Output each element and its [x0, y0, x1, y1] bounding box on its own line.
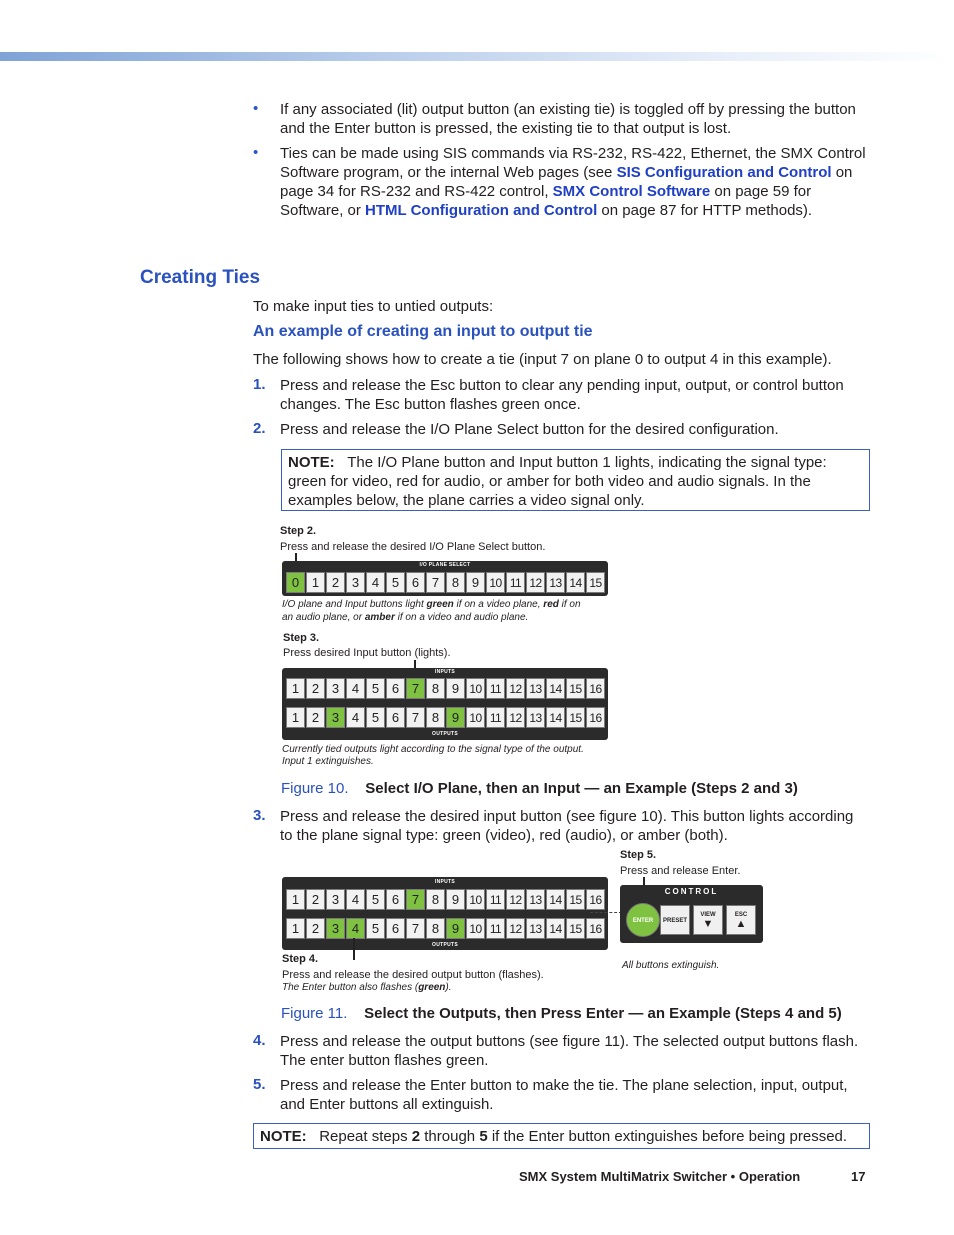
output-button-4[interactable]: 4 [346, 707, 365, 728]
outputs-title: OUTPUTS [432, 731, 458, 737]
step-5-text: Press and release the Enter button to make the tie. The plane selection, input, output, and Enter buttons all extinguish. [280, 1077, 848, 1113]
example-intro: The following shows how to create a tie (input 7 on plane 0 to output 4 in this example). [253, 351, 832, 368]
input-button-16[interactable]: 16 [586, 889, 605, 910]
outputs-title: OUTPUTS [432, 942, 458, 948]
output-button-16[interactable]: 16 [586, 918, 605, 939]
figure-10-caption: Figure 10. Select I/O Plane, then an Input — an Example (Steps 2 and 3) [281, 780, 798, 797]
input-button-15[interactable]: 15 [566, 889, 585, 910]
section-title: Creating Ties [140, 267, 261, 288]
figure-11-caption: Figure 11. Select the Outputs, then Press Enter — an Example (Steps 4 and 5) [281, 1005, 842, 1022]
note-label: NOTE: [260, 1128, 307, 1145]
output-button-6[interactable]: 6 [386, 918, 405, 939]
plane-button-4[interactable]: 4 [366, 572, 385, 593]
input-button-5[interactable]: 5 [366, 889, 385, 910]
fig10-step3-text: Press desired Input button (lights). [283, 647, 451, 659]
output-button-8[interactable]: 8 [426, 918, 445, 939]
output-button-11[interactable]: 11 [486, 918, 505, 939]
input-button-10[interactable]: 10 [466, 678, 485, 699]
output-button-15[interactable]: 15 [566, 707, 585, 728]
input-button-5[interactable]: 5 [366, 678, 385, 699]
step-1-text: Press and release the Esc button to clear any pending input, output, or control button changes. The Esc button flashes green once. [280, 377, 844, 413]
plane-button-10[interactable]: 10 [486, 572, 505, 593]
step-number: 4. [253, 1032, 266, 1049]
view-label: VIEW [700, 912, 716, 918]
esc-button[interactable] [726, 905, 756, 935]
output-button-5[interactable]: 5 [366, 707, 385, 728]
input-button-7[interactable]: 7 [406, 678, 425, 699]
output-button-13[interactable]: 13 [526, 707, 545, 728]
input-button-8[interactable]: 8 [426, 678, 445, 699]
output-button-12[interactable]: 12 [506, 707, 525, 728]
input-button-12[interactable]: 12 [506, 889, 525, 910]
step-3-text: Press and release the desired input button (see figure 10). This button lights according to the plane signal type: green (video), red (audio), or amber (both). [280, 808, 854, 844]
output-button-14[interactable]: 14 [546, 918, 565, 939]
plane-button-row [286, 572, 605, 593]
input-button-16[interactable]: 16 [586, 678, 605, 699]
input-button-7[interactable]: 7 [406, 889, 425, 910]
plane-button-3[interactable]: 3 [346, 572, 365, 593]
output-button-1[interactable]: 1 [286, 707, 305, 728]
output-button-14[interactable]: 14 [546, 707, 565, 728]
bullet-text: If any associated (lit) output button (an existing tie) is toggled off by pressing the button and the Enter button is pressed, the existing tie to that output is lost. [280, 101, 856, 137]
inputs-title: INPUTS [434, 669, 456, 675]
dashed-connector [590, 912, 622, 913]
up-arrow-icon: ▲ [735, 918, 747, 930]
note-label: NOTE: [288, 454, 335, 471]
fig10-plane-note: I/O plane and Input buttons light green if on a video plane, red if on an audio plane, or amber if on a video and audio plane. [282, 599, 581, 623]
input-button-row [286, 678, 605, 699]
fig10-outputs-note: Currently tied outputs light according to the signal type of the output. Input 1 extinguishes. [282, 744, 584, 767]
subsection-title: An example of creating an input to output tie [253, 323, 593, 340]
output-button-10[interactable]: 10 [466, 918, 485, 939]
inputs-title: INPUTS [434, 879, 456, 885]
output-button-9[interactable]: 9 [446, 918, 465, 939]
output-button-2[interactable]: 2 [306, 918, 325, 939]
output-button-3[interactable]: 3 [326, 918, 345, 939]
plane-button-5[interactable]: 5 [386, 572, 405, 593]
step-number: 3. [253, 807, 266, 824]
fig11-io-panel [282, 877, 608, 950]
fig10-step2-text: Press and release the desired I/O Plane Select button. [280, 541, 546, 553]
input-button-1[interactable]: 1 [286, 889, 305, 910]
output-button-row [286, 918, 605, 939]
plane-button-8[interactable]: 8 [446, 572, 465, 593]
input-button-9[interactable]: 9 [446, 678, 465, 699]
note-1-content [288, 453, 860, 510]
control-panel [620, 885, 763, 943]
step-number: 5. [253, 1076, 266, 1093]
output-button-9[interactable]: 9 [446, 707, 465, 728]
output-button-1[interactable]: 1 [286, 918, 305, 939]
plane-button-11[interactable]: 11 [506, 572, 525, 593]
step-number: 2. [253, 420, 266, 437]
input-button-12[interactable]: 12 [506, 678, 525, 699]
fig11-step5-title: Step 5. [620, 849, 657, 861]
pointer-line [353, 938, 355, 960]
plane-button-13[interactable]: 13 [546, 572, 565, 593]
input-button-8[interactable]: 8 [426, 889, 445, 910]
input-button-1[interactable]: 1 [286, 678, 305, 699]
enter-button[interactable]: ENTER [626, 903, 660, 937]
fig11-enter-note: The Enter button also flashes (green). [282, 982, 452, 993]
bullet-marker: • [253, 144, 259, 161]
control-title: CONTROL [664, 887, 719, 896]
footer-title: SMX System MultiMatrix Switcher • Operation [519, 1169, 801, 1184]
plane-button-12[interactable]: 12 [526, 572, 545, 593]
io-plane-select-panel [282, 561, 608, 596]
input-button-2[interactable]: 2 [306, 678, 325, 699]
output-button-12[interactable]: 12 [506, 918, 525, 939]
view-button[interactable] [693, 905, 723, 935]
note-box-2 [253, 1123, 870, 1149]
output-button-2[interactable]: 2 [306, 707, 325, 728]
output-button-10[interactable]: 10 [466, 707, 485, 728]
bullet-item-2: Ties can be made using SIS commands via RS-232, RS-422, Ethernet, the SMX Control Software program, or the internal Web pages (see SIS Configuration and Control on page 34 for RS-232 and RS-422 control, SMX Control Software on page 59 for Software, or HTML Configuration and Control on page 87 for HTTP methods). [280, 145, 866, 219]
input-button-row [286, 889, 605, 910]
preset-button[interactable]: PRESET [660, 905, 690, 935]
output-button-4[interactable]: 4 [346, 918, 365, 939]
fig11-step4-text: Press and release the desired output button (flashes). [282, 969, 544, 981]
input-button-11[interactable]: 11 [486, 678, 505, 699]
plane-button-7[interactable]: 7 [426, 572, 445, 593]
output-button-row [286, 707, 605, 728]
plane-button-9[interactable]: 9 [466, 572, 485, 593]
plane-button-2[interactable]: 2 [326, 572, 345, 593]
plane-button-14[interactable]: 14 [566, 572, 585, 593]
output-button-3[interactable]: 3 [326, 707, 345, 728]
fig10-step3-title: Step 3. [283, 632, 320, 644]
input-button-13[interactable]: 13 [526, 889, 545, 910]
output-button-5[interactable]: 5 [366, 918, 385, 939]
input-button-3[interactable]: 3 [326, 678, 345, 699]
note-2-content: NOTE: Repeat steps 2 through 5 if the Enter button extinguishes before being pressed. [260, 1128, 848, 1145]
output-button-8[interactable]: 8 [426, 707, 445, 728]
output-button-6[interactable]: 6 [386, 707, 405, 728]
step-number: 1. [253, 376, 266, 393]
input-button-15[interactable]: 15 [566, 678, 585, 699]
input-button-6[interactable]: 6 [386, 678, 405, 699]
bullet-marker: • [253, 100, 259, 117]
plane-button-6[interactable]: 6 [406, 572, 425, 593]
intro-text: To make input ties to untied outputs: [253, 298, 494, 315]
output-button-7[interactable]: 7 [406, 918, 425, 939]
bullet-item-1 [280, 100, 870, 138]
link-sis-configuration[interactable]: SIS Configuration and Control [616, 164, 832, 181]
input-button-2[interactable]: 2 [306, 889, 325, 910]
header-gradient-bar [0, 52, 954, 61]
input-button-4[interactable]: 4 [346, 889, 365, 910]
input-button-3[interactable]: 3 [326, 889, 345, 910]
input-button-13[interactable]: 13 [526, 678, 545, 699]
page-number: 17 [851, 1169, 866, 1184]
link-html-configuration[interactable]: HTML Configuration and Control [365, 202, 598, 219]
panel-title: I/O PLANE SELECT [419, 562, 471, 568]
link-smx-control-software[interactable]: SMX Control Software [552, 183, 711, 200]
output-button-11[interactable]: 11 [486, 707, 505, 728]
down-arrow-icon: ▼ [702, 918, 714, 930]
input-button-6[interactable]: 6 [386, 889, 405, 910]
step-4-text: Press and release the output buttons (see figure 11). The selected output buttons flash. The enter button flashes green. [280, 1033, 859, 1069]
output-button-15[interactable]: 15 [566, 918, 585, 939]
output-button-13[interactable]: 13 [526, 918, 545, 939]
fig11-extinguish-note: All buttons extinguish. [622, 960, 720, 971]
fig11-step5-text: Press and release Enter. [620, 865, 741, 877]
fig11-step4-title: Step 4. [282, 953, 319, 965]
input-button-11[interactable]: 11 [486, 889, 505, 910]
esc-label: ESC [734, 912, 748, 918]
input-button-14[interactable]: 14 [546, 678, 565, 699]
output-button-7[interactable]: 7 [406, 707, 425, 728]
output-button-16[interactable]: 16 [586, 707, 605, 728]
input-button-10[interactable]: 10 [466, 889, 485, 910]
plane-button-15[interactable]: 15 [586, 572, 605, 593]
step-2-text: Press and release the I/O Plane Select button for the desired configuration. [280, 421, 779, 438]
plane-button-1[interactable]: 1 [306, 572, 325, 593]
input-button-14[interactable]: 14 [546, 889, 565, 910]
input-button-4[interactable]: 4 [346, 678, 365, 699]
note-text: The I/O Plane button and Input button 1 lights, indicating the signal type: green for video, red for audio, or amber for both video and audio signals. In the examples below, the plane carries a video signal only. [288, 454, 827, 509]
plane-button-0[interactable]: 0 [286, 572, 305, 593]
input-button-9[interactable]: 9 [446, 889, 465, 910]
fig10-step2-title: Step 2. [280, 525, 317, 537]
note-box-1 [281, 449, 870, 511]
fig10-io-panel [282, 668, 608, 740]
